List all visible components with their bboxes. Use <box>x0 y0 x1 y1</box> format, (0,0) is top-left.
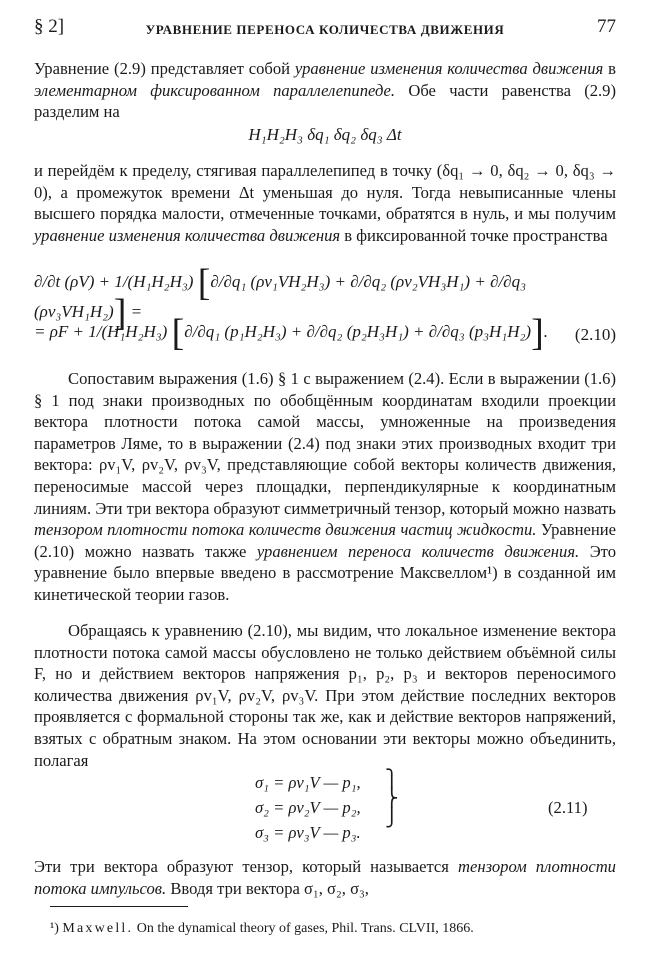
footnote-author: Maxwell. <box>62 921 134 936</box>
text: Вводя три вектора σ₁, σ₂, σ₃, <box>166 878 369 898</box>
paragraph-2 <box>34 160 616 246</box>
equation-number: (2.11) <box>548 798 588 817</box>
text: Уравнение (2.10) можно назвать также <box>34 520 617 561</box>
equation-divisor: H₁H₂H₃ δq₁ δq₂ δq₃ Δt <box>248 125 402 144</box>
footnote-mark: ¹) <box>50 921 59 936</box>
eq-left: = ρF + 1/(H₁H₂H₃) <box>34 321 168 341</box>
equation-2-10-line-2: = ρF + 1/(H₁H₂H₃) [∂/∂q₁ (p₁H₂H₃) + ∂/∂q₂ (p₂H₃H₁) + ∂/∂q₃ (p₃H₁H₂)]. (2.10) <box>34 312 616 354</box>
system-line-1: σ₁ = ρv₁V — p₁, <box>255 773 361 792</box>
eq-body: ∂/∂q₁ (p₁H₂H₃) + ∂/∂q₂ (p₂H₃H₁) + ∂/∂q₃ (p₃H₁H₂) <box>184 321 532 341</box>
italic-term: уравнением переноса количеств движения. <box>256 541 580 561</box>
system-line-3: σ₃ = ρv₃V — p₃. <box>255 823 361 842</box>
italic-term: тензором плотности потока количеств движения частиц жидкости. <box>34 520 537 540</box>
italic-term: элементарном фиксированном параллелепипеде. <box>34 80 396 100</box>
text: Сопоставим выражения (1.6) § 1 с выражением (2.4). Если в выражении (1.6) § 1 под знаки производных по обобщённым координатам входили проекции вектора плотности потока самой массы, умноженные на произведения параметров Ляме, то в выражении (2.4) под знаки этих производных входит три вектора: ρv₁V, ρv₂V, ρv₃V, представляющие собой векторы количеств движения, переносимые массой через площадки, перпендикулярные к координатным линиям. Эти три вектора образуют симметричный тензор, который можно назвать <box>34 369 616 518</box>
system-line-2: σ₂ = ρv₂V — p₂, <box>255 798 361 817</box>
paragraph-1 <box>34 58 616 123</box>
bracket-close: ] <box>531 312 544 354</box>
running-header <box>34 16 616 40</box>
header-title: УРАВНЕНИЕ ПЕРЕНОСА КОЛИЧЕСТВА ДВИЖЕНИЯ <box>145 22 505 37</box>
page-number: 77 <box>597 16 616 37</box>
paragraph-5 <box>34 856 616 899</box>
text: Обращаясь к уравнению (2.10), мы видим, что локальное изменение вектора плотности потока самой массы обусловлено не только действием объёмной силы F, но и действием векторов напряжения p₁, p₂, p₃ и векторов переносимого количества движения ρv₁V, ρv₂V, ρv₃V. При этом действие последних векторов проявляется с формальной стороны так же, как и действие векторов напряжений, взятых с обратным знаком. На этом основании эти векторы можно объединить, полагая <box>34 621 616 770</box>
text: Это уравнение было впервые введено в рассмотрение Максвеллом¹) в созданной им кинетической теории газов. <box>34 541 617 604</box>
footnote <box>50 918 474 940</box>
italic-term: уравнение изменения количества движения <box>34 225 341 245</box>
header-section: § 2] <box>34 16 65 37</box>
text: и перейдём к пределу, стягивая параллелепипед в точку (δq₁ → 0, δq₂ → 0, δq₃ → 0), а промежуток времени Δt уменьшая до нуля. Тогда невыписанные члены высшего порядка малости, отмеченные точками, обратятся в нуль, и мы получим <box>34 161 616 224</box>
bracket-open: [ <box>197 262 211 304</box>
paragraph-3 <box>34 368 616 606</box>
eq-body: ∂/∂q₁ (ρv₁VH₂H₃) + ∂/∂q₂ (ρv₂VH₃H₁) + ∂/∂q₃ (ρv₃VH₁H₂) <box>34 271 526 321</box>
right-brace: ⎫ ⎬ ⎭ <box>385 769 399 827</box>
text: Обе части равенства (2.9) разделим на <box>34 80 616 122</box>
paragraph-4 <box>34 620 616 771</box>
equation-number: (2.10) <box>574 325 616 344</box>
text: Эти три вектора образуют тензор, который называется <box>34 857 459 876</box>
bracket-close: ] <box>113 292 127 334</box>
italic-term: уравнение изменения количества движения <box>294 59 604 78</box>
text: Уравнение (2.9) представляет собой <box>34 59 295 78</box>
text: в фиксированной точке пространства <box>340 225 608 245</box>
footnote-text: On the dynamical theory of gases, Phil. Trans. CLVII, 1866. <box>133 921 474 936</box>
eq-left: ∂/∂t (ρV) + 1/(H₁H₂H₃) <box>34 271 194 291</box>
italic-term: тензором плотности потока импульсов. <box>34 857 616 898</box>
bracket-open: [ <box>171 312 185 354</box>
footnote-divider <box>50 906 188 907</box>
equation-2-10-line-1: ∂/∂t (ρV) + 1/(H₁H₂H₃) [∂/∂q₁ (ρv₁VH₂H₃) + ∂/∂q₂ (ρv₂VH₃H₁) + ∂/∂q₃ (ρv₃VH₁H₂)] = <box>34 262 526 334</box>
text: в <box>603 59 616 78</box>
